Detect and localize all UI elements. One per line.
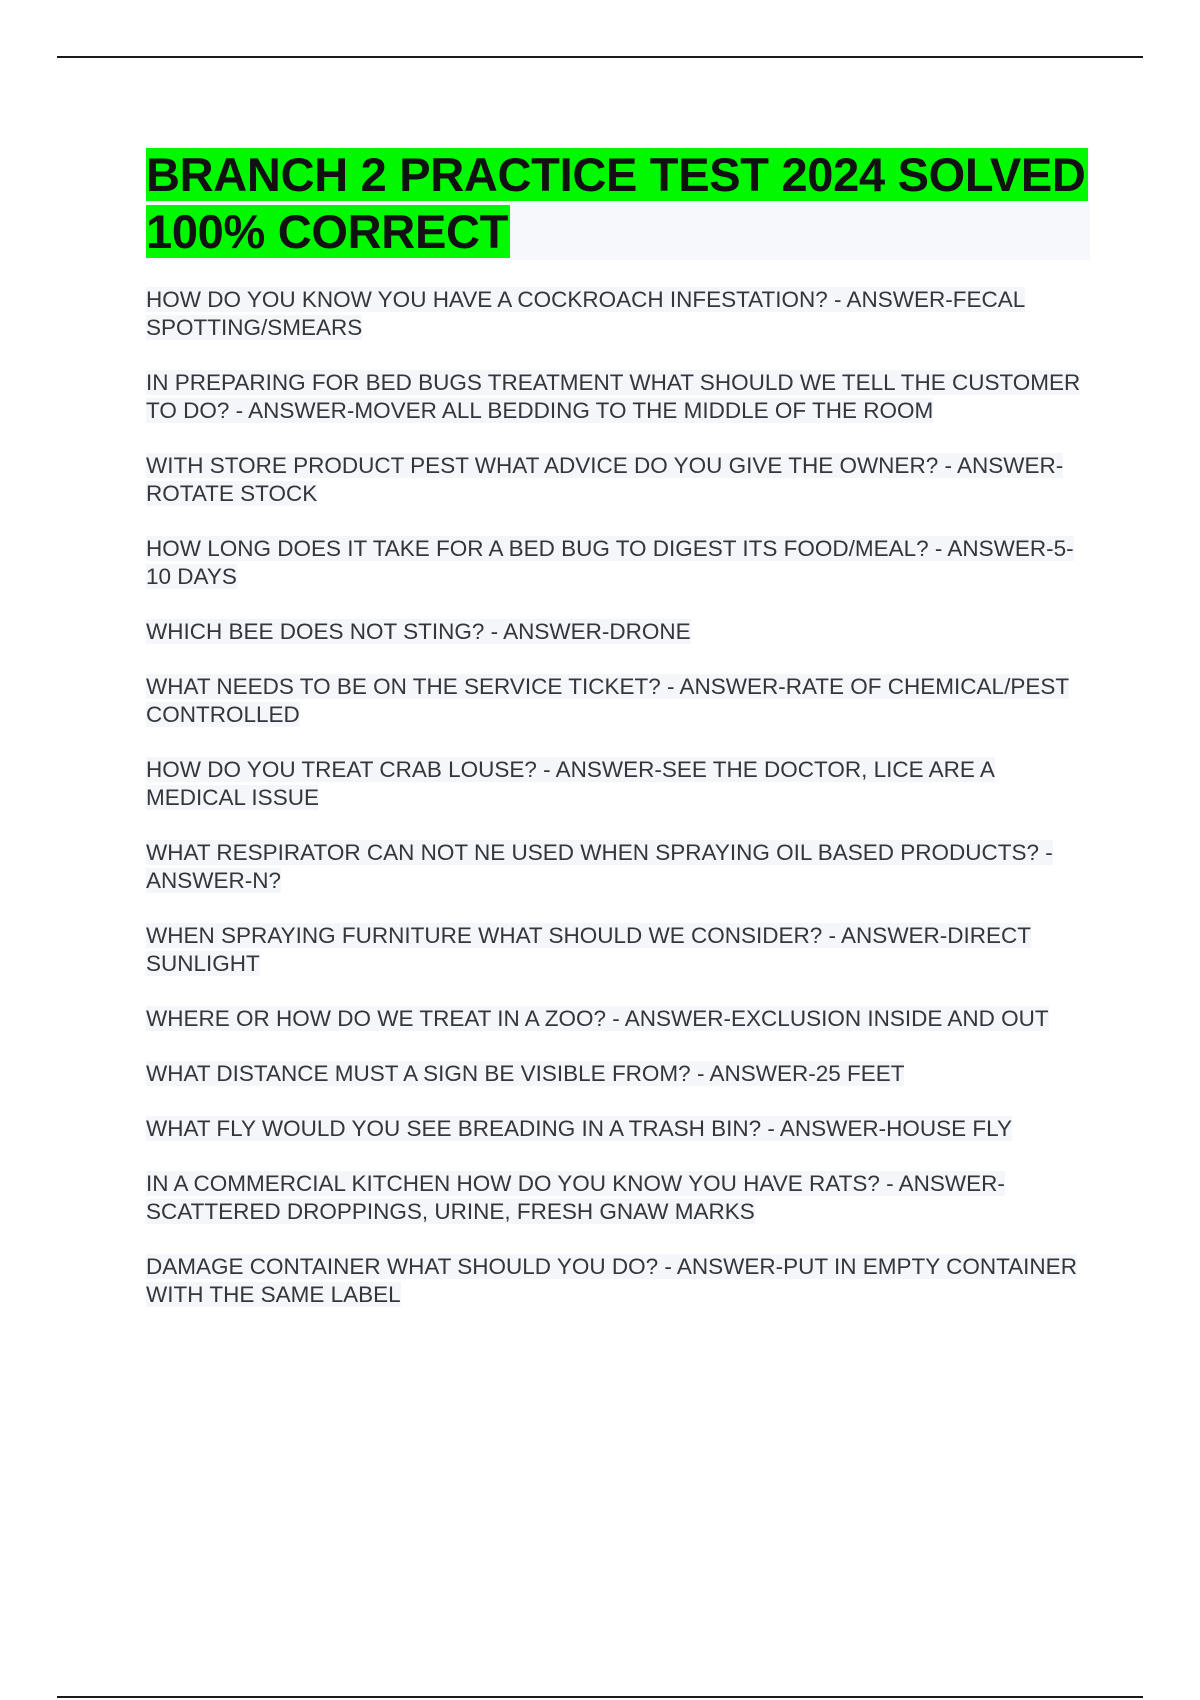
qa-item (146, 535, 1090, 591)
qa-text: WHAT FLY WOULD YOU SEE BREADING IN A TRASH BIN? - ANSWER-HOUSE FLY (146, 1116, 1013, 1141)
qa-item (146, 369, 1090, 425)
qa-item (146, 286, 1090, 342)
title-highlight: BRANCH 2 PRACTICE TEST 2024 SOLVED 100% CORRECT (146, 148, 1086, 258)
qa-text: WHERE OR HOW DO WE TREAT IN A ZOO? - ANSWER-EXCLUSION INSIDE AND OUT (146, 1006, 1049, 1031)
qa-item (146, 452, 1090, 508)
qa-text: WHEN SPRAYING FURNITURE WHAT SHOULD WE CONSIDER? - ANSWER-DIRECT SUNLIGHT (146, 923, 1032, 976)
qa-list (146, 286, 1090, 1309)
qa-text: HOW DO YOU TREAT CRAB LOUSE? - ANSWER-SEE THE DOCTOR, LICE ARE A MEDICAL ISSUE (146, 757, 995, 810)
top-rule (57, 56, 1143, 58)
qa-text: WHAT DISTANCE MUST A SIGN BE VISIBLE FROM? - ANSWER-25 FEET (146, 1061, 905, 1086)
qa-item (146, 756, 1090, 812)
qa-item (146, 1115, 1090, 1143)
qa-text: DAMAGE CONTAINER WHAT SHOULD YOU DO? - ANSWER-PUT IN EMPTY CONTAINER WITH THE SAME LABEL (146, 1254, 1077, 1307)
qa-text: HOW DO YOU KNOW YOU HAVE A COCKROACH INFESTATION? - ANSWER-FECAL SPOTTING/SMEARS (146, 287, 1026, 340)
qa-item (146, 618, 1090, 646)
qa-text: WITH STORE PRODUCT PEST WHAT ADVICE DO YOU GIVE THE OWNER? - ANSWER-ROTATE STOCK (146, 453, 1064, 506)
title-block (146, 146, 1090, 260)
qa-text: IN A COMMERCIAL KITCHEN HOW DO YOU KNOW YOU HAVE RATS? - ANSWER-SCATTERED DROPPINGS, URINE, FRESH GNAW MARKS (146, 1171, 1005, 1224)
document-body (146, 146, 1090, 1336)
qa-item (146, 1253, 1090, 1309)
qa-text: IN PREPARING FOR BED BUGS TREATMENT WHAT SHOULD WE TELL THE CUSTOMER TO DO? - ANSWER-MOVER ALL BEDDING TO THE MIDDLE OF THE ROOM (146, 370, 1081, 423)
qa-text: WHAT NEEDS TO BE ON THE SERVICE TICKET? - ANSWER-RATE OF CHEMICAL/PEST CONTROLLED (146, 674, 1070, 727)
qa-text: HOW LONG DOES IT TAKE FOR A BED BUG TO DIGEST ITS FOOD/MEAL? - ANSWER-5-10 DAYS (146, 536, 1074, 589)
qa-item (146, 1005, 1090, 1033)
document-title (146, 146, 1090, 260)
qa-item (146, 922, 1090, 978)
qa-item (146, 1060, 1090, 1088)
qa-text: WHICH BEE DOES NOT STING? - ANSWER-DRONE (146, 619, 691, 644)
bottom-rule (57, 1696, 1143, 1698)
qa-item (146, 839, 1090, 895)
qa-item (146, 673, 1090, 729)
qa-item (146, 1170, 1090, 1226)
qa-text: WHAT RESPIRATOR CAN NOT NE USED WHEN SPRAYING OIL BASED PRODUCTS? - ANSWER-N? (146, 840, 1053, 893)
